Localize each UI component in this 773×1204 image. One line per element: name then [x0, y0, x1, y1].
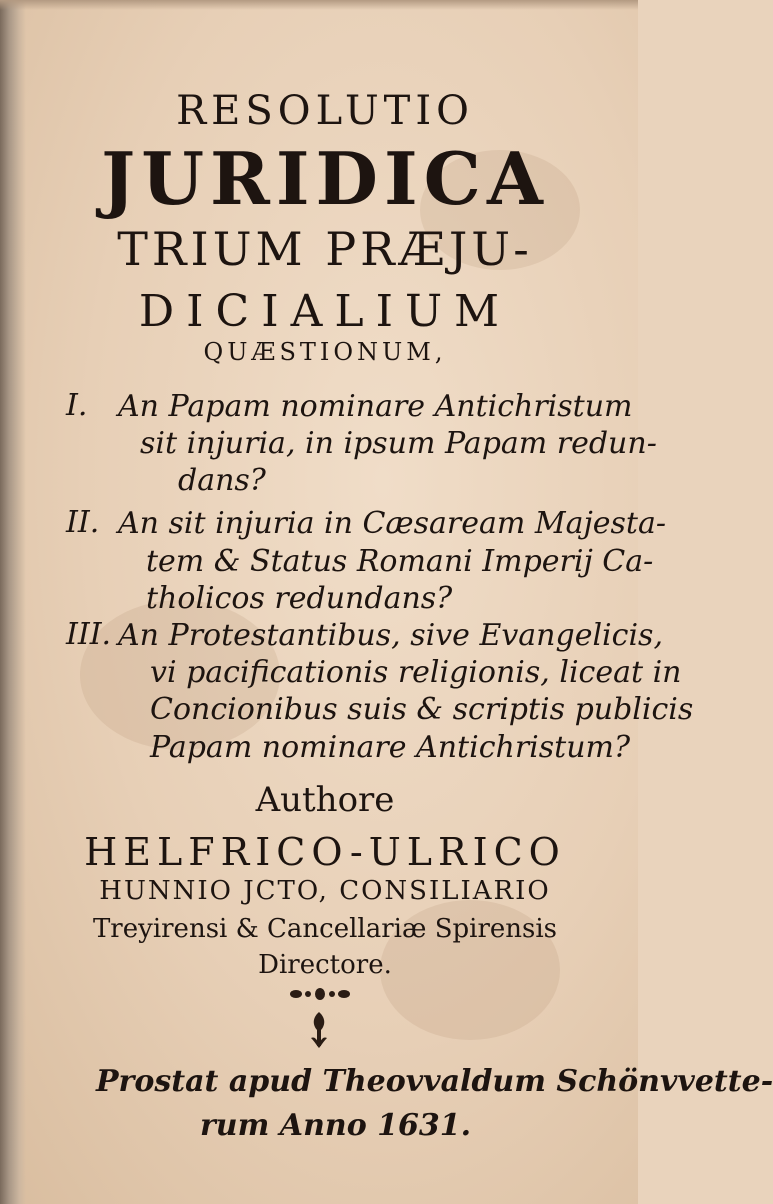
- title-line-2: JURIDICA: [101, 136, 549, 221]
- title-line-3: TRIUM PRÆJU-: [117, 222, 533, 276]
- question-line: Concionibus suis & scriptis publicis: [150, 692, 694, 727]
- question-line: dans?: [178, 463, 266, 498]
- question-line: An sit injuria in Cæsaream Majesta-: [118, 506, 666, 541]
- imprint-line-1: Prostat apud Theovvaldum Schönvvette-: [96, 1064, 773, 1099]
- fleuron-icon: [0, 1010, 638, 1050]
- printers-ornament-icon: [0, 984, 638, 1004]
- question-number: III.: [66, 617, 112, 652]
- question-line: tholicos redundans?: [146, 581, 453, 616]
- author-title: HUNNIO JCTO, CONSILIARIO: [99, 876, 551, 906]
- imprint-line-2: rum Anno 1631.: [200, 1108, 472, 1143]
- author-name: HELFRICO-ULRICO: [84, 830, 566, 874]
- author-role: Directore.: [258, 950, 392, 980]
- question-line: An Protestantibus, sive Evangelicis,: [118, 618, 663, 653]
- title-line-5: QUÆSTIONUM,: [203, 338, 447, 366]
- author-office: Treyirensi & Cancellariæ Spirensis: [92, 914, 558, 944]
- question-number: II.: [66, 505, 100, 540]
- question-line: vi pacificationis religionis, liceat in: [150, 655, 682, 690]
- author-label: Authore: [255, 780, 395, 820]
- question-line: Papam nominare Antichristum?: [150, 730, 631, 765]
- page-top-edge: [0, 0, 638, 10]
- title-line-1: RESOLUTIO: [176, 88, 474, 134]
- question-number: I.: [66, 388, 88, 423]
- question-line: sit injuria, in ipsum Papam redun-: [140, 426, 657, 461]
- title-line-4: DICIALIUM: [138, 286, 512, 337]
- question-line: tem & Status Romani Imperij Ca-: [146, 544, 654, 579]
- question-line: An Papam nominare Antichristum: [118, 389, 633, 424]
